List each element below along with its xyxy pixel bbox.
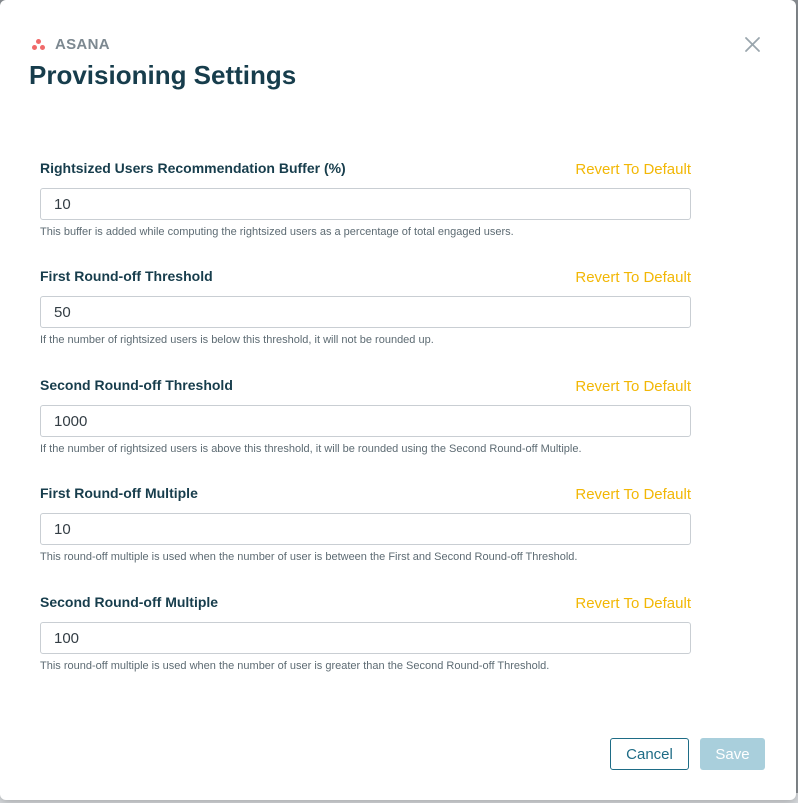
field-help-text: This round-off multiple is used when the number of user is between the First and Second Round-off Threshold. bbox=[40, 551, 578, 563]
field-help-text: This round-off multiple is used when the number of user is greater than the Second Round-off Threshold. bbox=[40, 660, 550, 672]
field-label: First Round-off Threshold bbox=[40, 268, 213, 284]
second-multiple-input[interactable] bbox=[40, 622, 691, 654]
field-help-text: If the number of rightsized users is below this threshold, it will not be rounded up. bbox=[40, 334, 434, 346]
field-label: Second Round-off Multiple bbox=[40, 594, 219, 610]
close-icon bbox=[741, 34, 763, 56]
second-threshold-input[interactable] bbox=[40, 405, 691, 437]
app-header bbox=[31, 36, 110, 53]
revert-to-default-link[interactable]: Revert To Default bbox=[575, 378, 691, 395]
field-help-text: If the number of rightsized users is above this threshold, it will be rounded using the Second Round-off Multiple. bbox=[40, 443, 582, 455]
field-help-text: This buffer is added while computing the rightsized users as a percentage of total engaged users. bbox=[40, 226, 514, 238]
close-button[interactable] bbox=[741, 34, 763, 56]
app-name: ASANA bbox=[55, 36, 110, 53]
revert-to-default-link[interactable]: Revert To Default bbox=[575, 486, 691, 503]
dialog-title: Provisioning Settings bbox=[29, 60, 297, 90]
field-label: First Round-off Multiple bbox=[40, 485, 198, 501]
cancel-button[interactable]: Cancel bbox=[610, 738, 689, 770]
buffer-input[interactable] bbox=[40, 188, 691, 220]
field-label: Rightsized Users Recommendation Buffer (%) bbox=[40, 160, 346, 176]
field-label: Second Round-off Threshold bbox=[40, 377, 233, 393]
first-threshold-input[interactable] bbox=[40, 296, 691, 328]
revert-to-default-link[interactable]: Revert To Default bbox=[575, 269, 691, 286]
revert-to-default-link[interactable]: Revert To Default bbox=[575, 161, 691, 178]
save-button[interactable]: Save bbox=[700, 738, 765, 770]
revert-to-default-link[interactable]: Revert To Default bbox=[575, 595, 691, 612]
first-multiple-input[interactable] bbox=[40, 513, 691, 545]
asana-logo-icon bbox=[31, 38, 47, 52]
